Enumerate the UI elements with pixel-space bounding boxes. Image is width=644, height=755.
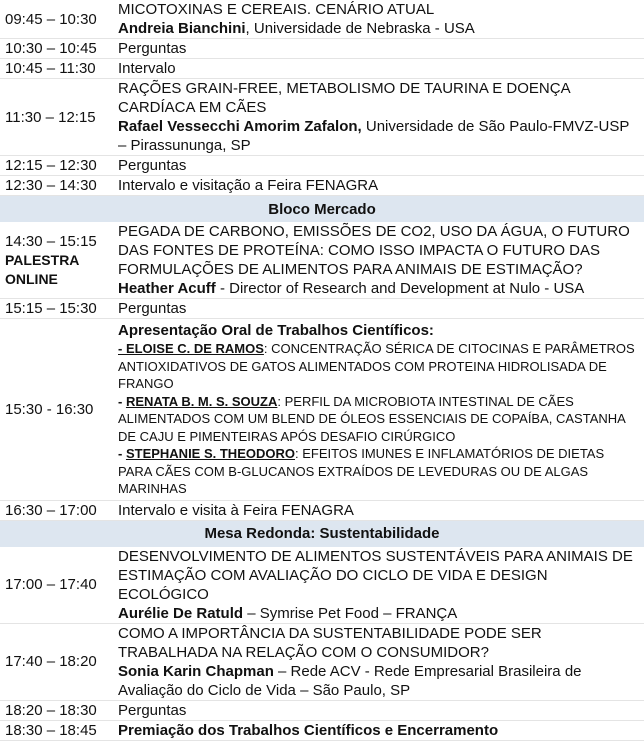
schedule-row: [0, 720, 644, 740]
schedule-row: [0, 0, 644, 39]
session-description: Perguntas: [113, 299, 644, 319]
presentations-heading: Apresentação Oral de Trabalhos Científicos:: [118, 322, 434, 339]
online-badge: PALESTRA ONLINE: [5, 251, 79, 287]
speaker-line: [118, 19, 640, 38]
time-slot: 15:30 - 16:30: [0, 319, 113, 501]
speaker-line: [118, 662, 640, 700]
session-title: COMO A IMPORTÂNCIA DA SUSTENTABILIDADE PODE SER TRABALHADA NA RELAÇÃO COM O CONSUMIDOR?: [118, 624, 542, 661]
time-slot: 12:30 – 14:30: [0, 176, 113, 196]
time-slot: 18:30 – 18:45: [0, 720, 113, 740]
schedule-row: [0, 79, 644, 156]
session-description: Premiação dos Trabalhos Científicos e Encerramento: [113, 720, 644, 740]
time-slot: 16:30 – 17:00: [0, 500, 113, 520]
section-header: [0, 196, 644, 223]
speaker-name: Heather Acuff: [118, 280, 216, 297]
schedule-row: [0, 623, 644, 700]
speaker-name: Rafael Vessecchi Amorim Zafalon,: [118, 118, 362, 135]
session-description: Intervalo e visita à Feira FENAGRA: [113, 500, 644, 520]
session-description: Intervalo e visitação a Feira FENAGRA: [113, 176, 644, 196]
presentation-title: : PERFIL DA MICROBIOTA INTESTINAL DE CÃES ALIMENTADOS COM UM BLEND DE ÓLEOS ESSENCIAIS DE COPAÍBA, CASTANHA DE CAJU E PIMENTEIRAS APÓS DESAFIO CIRÚRGICO: [118, 393, 626, 444]
schedule-row: [0, 547, 644, 624]
time-slot: 15:15 – 15:30: [0, 299, 113, 319]
section-title: Mesa Redonda: Sustentabilidade: [0, 520, 644, 547]
session-title: DESENVOLVIMENTO DE ALIMENTOS SUSTENTÁVEIS PARA ANIMAIS DE ESTIMAÇÃO COM AVALIAÇÃO DO CICLO DE VIDA E DESIGN ECOLÓGICO: [118, 547, 633, 603]
session-title: PEGADA DE CARBONO, EMISSÕES DE CO2, USO DA ÁGUA, O FUTURO DAS FONTES DE PROTEÍNA: COMO ISSO IMPACTA O FUTURO DAS FORMULAÇÕES DE ALIMENTOS PARA ANIMAIS DE ESTIMAÇÃO?: [118, 223, 630, 278]
speaker-line: [118, 279, 640, 298]
session-title: RAÇÕES GRAIN-FREE, METABOLISMO DE TAURINA E DOENÇA CARDÍACA EM CÃES: [118, 80, 570, 116]
time-slot: 17:00 – 17:40: [0, 547, 113, 624]
section-title: Bloco Mercado: [0, 196, 644, 223]
session-description: [113, 547, 644, 624]
presenter-name: RENATA B. M. S. SOUZA: [125, 393, 278, 409]
time-slot: 09:45 – 10:30: [0, 0, 113, 39]
time-slot: 10:45 – 11:30: [0, 59, 113, 79]
item-dash: -: [118, 393, 126, 409]
schedule-row: [0, 700, 644, 720]
session-description: Perguntas: [113, 39, 644, 59]
speaker-affiliation: Universidade de São Paulo-FMVZ-USP – Pirassununga, SP: [118, 118, 630, 154]
time-slot: [0, 222, 113, 299]
schedule-row: [0, 319, 644, 501]
speaker-line: [118, 604, 640, 623]
session-description: [113, 79, 644, 156]
speaker-affiliation: – Symrise Pet Food – FRANÇA: [243, 604, 458, 622]
speaker-line: [118, 117, 640, 155]
time-slot: 11:30 – 12:15: [0, 79, 113, 156]
schedule-row: [0, 299, 644, 319]
presentation-item: [118, 445, 640, 498]
presenter-name: - ELOISE C. DE RAMOS: [118, 341, 264, 356]
time-slot: 18:20 – 18:30: [0, 700, 113, 720]
session-description: [113, 319, 644, 501]
time-slot: 10:30 – 10:45: [0, 39, 113, 59]
presentation-title: : CONCENTRAÇÃO SÉRICA DE CITOCINAS E PARÂMETROS ANTIOXIDATIVOS DE GATOS ALIMENTADOS COM PROTEINA HIDROLISADA DE FRANGO: [118, 341, 635, 391]
schedule-row: [0, 500, 644, 520]
speaker-name: Sonia Karin Chapman: [118, 662, 274, 680]
schedule-row: [0, 222, 644, 299]
presentation-title: : EFEITOS IMUNES E INFLAMATÓRIOS DE DIETAS PARA CÃES COM B-GLUCANOS EXTRAÍDOS DE LEVEDURAS OU DE ALGAS MARINHAS: [118, 446, 605, 496]
speaker-affiliation: - Director of Research and Development at Nulo - USA: [215, 280, 585, 297]
session-title: MICOTOXINAS E CEREAIS. CENÁRIO ATUAL: [118, 1, 435, 18]
speaker-name: Aurélie De Ratuld: [118, 604, 244, 622]
session-description: Intervalo: [113, 59, 644, 79]
speaker-affiliation: , Universidade de Nebraska - USA: [245, 20, 475, 37]
session-description: [113, 222, 644, 299]
section-header: [0, 520, 644, 547]
schedule-row: [0, 39, 644, 59]
session-description: Perguntas: [113, 156, 644, 176]
session-description: Perguntas: [113, 700, 644, 720]
item-dash: -: [118, 446, 126, 461]
time-slot: 17:40 – 18:20: [0, 623, 113, 700]
presentation-item: [118, 340, 640, 393]
presenter-name: STEPHANIE S. THEODORO: [125, 446, 295, 461]
session-description: [113, 623, 644, 700]
time-label: 14:30 – 15:15: [5, 232, 97, 250]
schedule-row: [0, 176, 644, 196]
schedule-row: [0, 59, 644, 79]
presentation-item: [118, 393, 640, 446]
session-description: [113, 0, 644, 39]
time-slot: 12:15 – 12:30: [0, 156, 113, 176]
schedule-row: [0, 156, 644, 176]
speaker-affiliation: – Rede ACV - Rede Empresarial Brasileira de Avaliação do Ciclo de Vida – São Paulo, SP: [118, 662, 582, 699]
speaker-name: Andreia Bianchini: [118, 20, 246, 37]
